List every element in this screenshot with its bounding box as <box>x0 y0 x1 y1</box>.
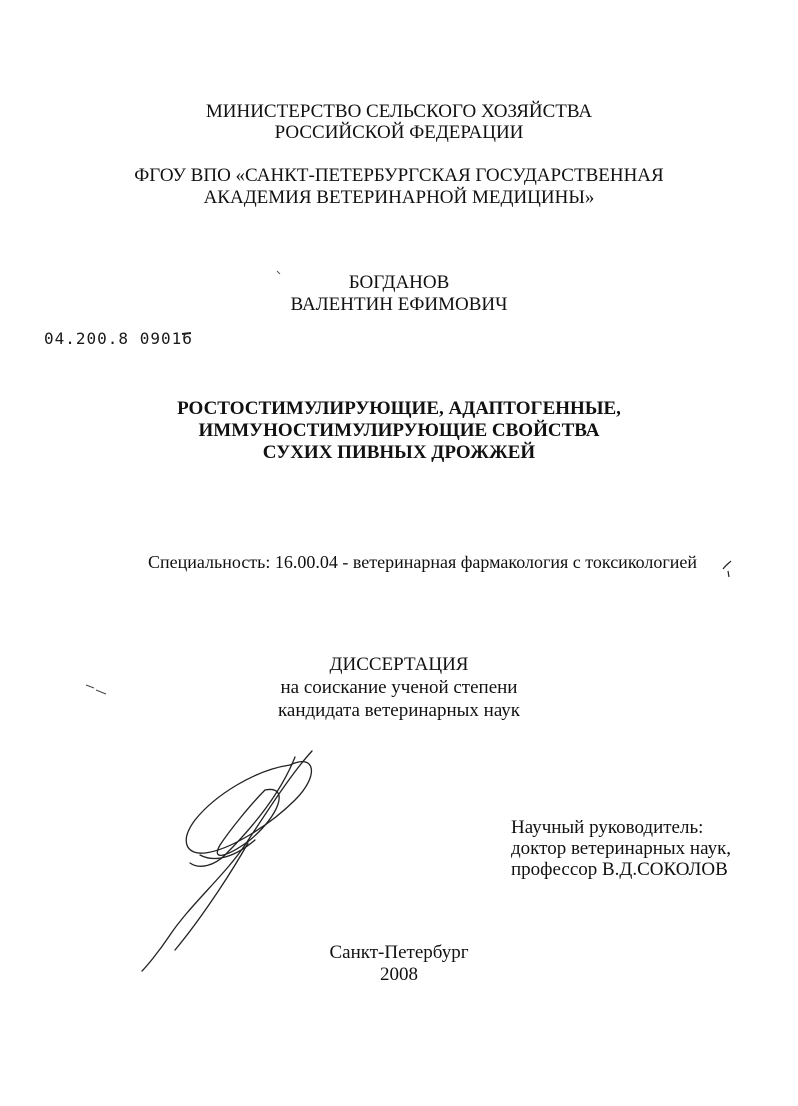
ministry-line-2: РОССИЙСКОЙ ФЕДЕРАЦИИ <box>274 122 524 143</box>
title-line-3: СУХИХ ПИВНЫХ ДРОЖЖЕЙ <box>262 442 536 463</box>
supervisor-degree: доктор ветеринарных наук, <box>511 838 732 859</box>
title-line-2: ИММУНОСТИМУЛИРУЮЩИЕ СВОЙСТВА <box>198 420 600 441</box>
author-given-names: ВАЛЕНТИН ЕФИМОВИЧ <box>290 294 508 315</box>
footer-city: Санкт-Петербург <box>329 942 469 963</box>
supervisor-name: профессор В.Д.СОКОЛОВ <box>511 859 728 880</box>
dissertation-line-1: на соискание ученой степени <box>280 677 518 698</box>
author-surname: БОГДАНОВ <box>348 272 450 293</box>
registration-stamp <box>44 329 193 348</box>
dissertation-heading: ДИССЕРТАЦИЯ <box>329 654 469 675</box>
pen-tick <box>720 555 734 579</box>
footer-year: 2008 <box>380 964 418 985</box>
academy-line-2: АКАДЕМИЯ ВЕТЕРИНАРНОЙ МЕДИЦИНЫ» <box>203 187 595 208</box>
supervisor-label: Научный руководитель: <box>511 817 704 838</box>
ministry-line-1: МИНИСТЕРСТВО СЕЛЬСКОГО ХОЗЯЙСТВА <box>205 101 593 122</box>
registration-number: 04.200.8 09016 <box>44 329 193 348</box>
title-line-1: РОСТОСТИМУЛИРУЮЩИЕ, АДАПТОГЕННЫЕ, <box>177 398 621 419</box>
academy-line-1: ФГОУ ВПО «САНКТ-ПЕТЕРБУРГСКАЯ ГОСУДАРСТВЕННАЯ <box>134 165 664 186</box>
dissertation-line-2: кандидата ветеринарных наук <box>277 700 521 721</box>
signature-image <box>130 745 330 975</box>
specialty: Специальность: 16.00.04 - ветеринарная фармакология с токсикологией <box>148 552 698 572</box>
